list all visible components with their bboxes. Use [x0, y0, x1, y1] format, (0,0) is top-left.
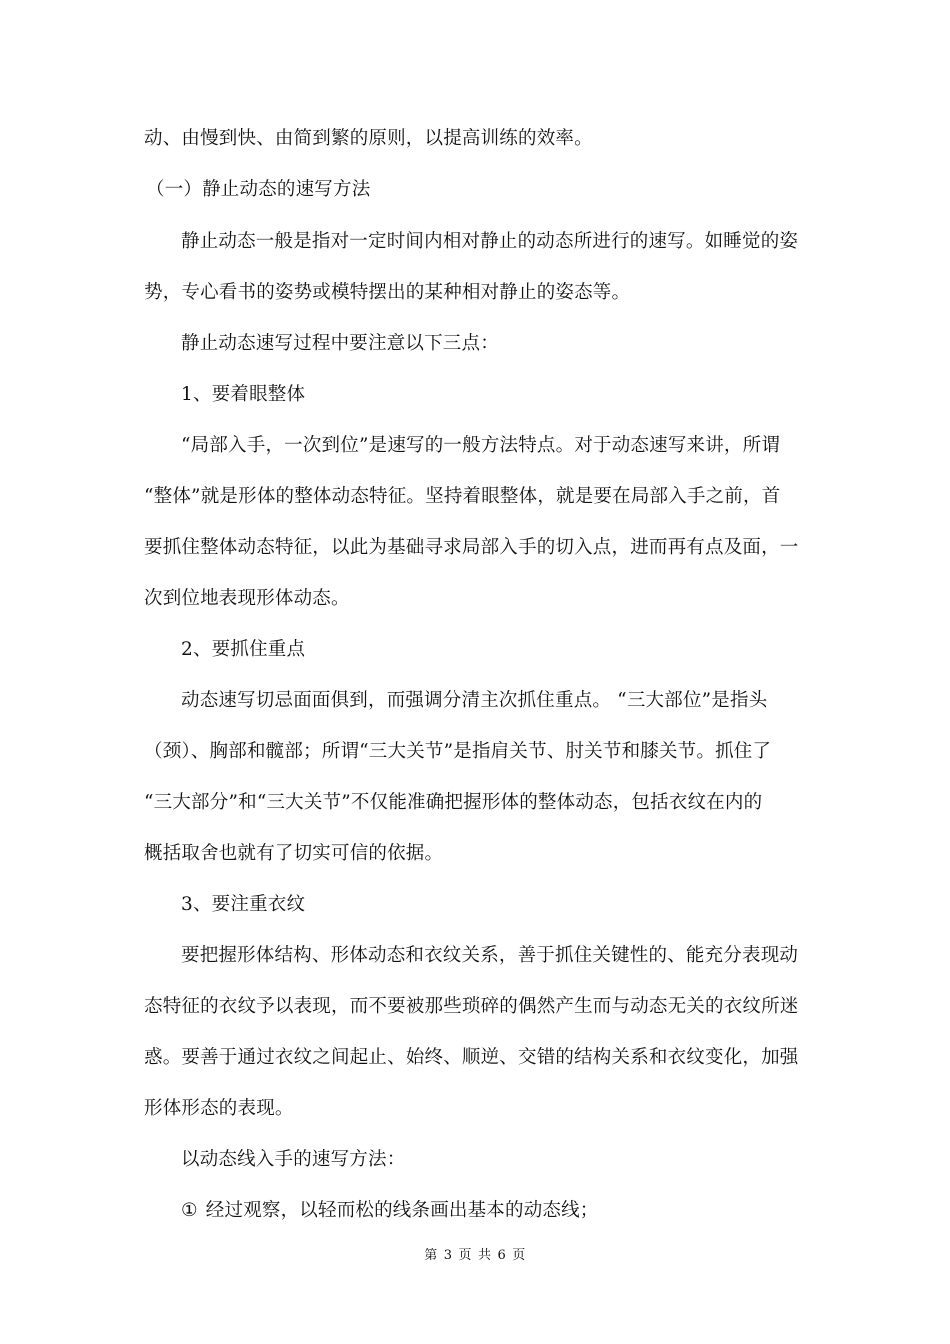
list-item-text: 经过观察，以轻而松的线条画出基本的动态线；: [205, 1200, 599, 1221]
paragraph-line: 要抓住整体动态特征，以此为基础寻求局部入手的切入点，进而再有点及面，一: [144, 537, 799, 558]
paragraph-line: “整体”就是形体的整体动态特征。坚持着眼整体，就是要在局部入手之前，首: [144, 486, 781, 507]
footer-ye: 页: [512, 1248, 526, 1263]
footer-gong: 共: [478, 1248, 492, 1263]
paragraph-line: 概括取舍也就有了切实可信的依据。: [144, 843, 444, 864]
footer-di: 第: [424, 1248, 438, 1263]
paragraph-line: 以动态线入手的速写方法：: [181, 1149, 406, 1170]
paragraph-line: “局部入手，一次到位”是速写的一般方法特点。对于动态速写来讲，所谓: [181, 435, 781, 456]
paragraph-line: 惑。要善于通过衣纹之间起止、始终、顺逆、交错的结构关系和衣纹变化，加强: [144, 1047, 799, 1068]
paragraph-line: 静止动态一般是指对一定时间内相对静止的动态所进行的速写。如睡觉的姿: [181, 231, 799, 252]
paragraph-line: 态特征的衣纹予以表现，而不要被那些琐碎的偶然产生而与动态无关的衣纹所迷: [144, 996, 799, 1017]
list-item: [181, 1199, 851, 1223]
section-heading: （一）静止动态的速写方法: [146, 179, 371, 200]
subsection-heading: 2、要抓住重点: [181, 639, 306, 660]
page-footer: [0, 1247, 950, 1265]
footer-total-pages: 6: [497, 1248, 507, 1263]
list-marker: ①: [181, 1200, 198, 1221]
footer-current-page: 3: [443, 1248, 453, 1263]
footer-ye: 页: [458, 1248, 472, 1263]
paragraph-line: 次到位地表现形体动态。: [144, 588, 350, 609]
paragraph-line: 动态速写切忌面面俱到，而强调分清主次抓住重点。 “三大部位”是指头: [181, 690, 768, 711]
subsection-heading: 1、要着眼整体: [181, 384, 306, 405]
paragraph-line: 势，专心看书的姿势或模特摆出的某种相对静止的姿态等。: [144, 282, 631, 303]
paragraph-line: 形体形态的表现。: [144, 1098, 294, 1119]
subsection-heading: 3、要注重衣纹: [181, 894, 306, 915]
paragraph-line: （颈）、胸部和髋部；所谓“三大关节”是指肩关节、肘关节和膝关节。抓住了: [144, 741, 772, 762]
paragraph-line: “三大部分”和“三大关节”不仅能准确把握形体的整体动态，包括衣纹在内的: [144, 792, 763, 813]
paragraph-line: 静止动态速写过程中要注意以下三点：: [181, 333, 499, 354]
paragraph-line: 要把握形体结构、形体动态和衣纹关系，善于抓住关键性的、能充分表现动: [181, 945, 799, 966]
paragraph-line: 动、由慢到快、由简到繁的原则，以提高训练的效率。: [144, 128, 593, 149]
